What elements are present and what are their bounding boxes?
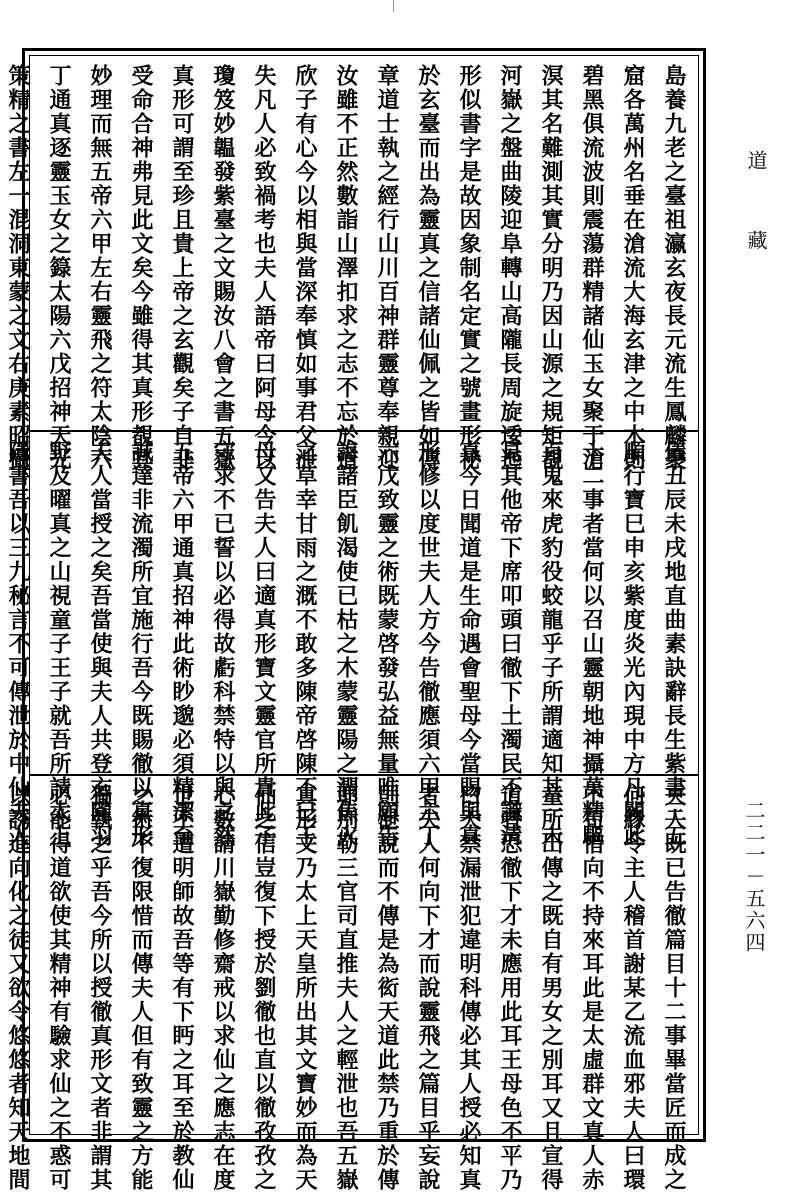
text-column: 曰天禁漏泄犯違明科傳必其人授必知真 [456,784,482,1192]
register-top [5,56,698,472]
text-column: 野及曜真之山視童子王子就吾所請太上 [46,440,72,848]
page-frame-inner [5,55,699,1192]
text-column: 夫人當授之矣吾當使與夫人共登玄隴羽 [87,440,113,848]
text-column: 河嶽之盤曲陵迎阜轉山高隴長周旋逶迤 [497,64,523,472]
text-column: 耶別勒三官司直推夫人之輕泄也吾五嶽 [333,784,359,1192]
text-column: 誨諸臣飢渴使已枯之木蒙靈陽之潤焦火 [333,440,359,848]
text-column: 之術不復限惜而傳夫人但有致靈之方能 [128,784,154,1192]
text-column: 童所出傳之既自有男女之別耳又且宣得 [538,784,564,1192]
text-column: 丁通真逐靈玉女之籙太陽六戊招神天光 [46,64,72,472]
text-column: 順行寶巳申亥紫度炎光內現中方凡闕此 [620,440,646,848]
text-column: 道者恐徹下才未應用此耳王母色不平乃 [497,784,523,1192]
text-column: 妙理而無五帝六甲左右靈飛之符太陰六 [87,64,113,472]
text-column: 真形可謂至珍且貴上帝之玄觀矣子自非 [169,64,195,472]
text-column: 百鬼來虎豹役蛟龍乎子所謂適知其一未 [538,440,564,848]
text-column: 母又告夫人曰適真形寶文靈官所貴此子 [251,440,277,848]
text-column: 以誘進向化之徒又欲令悠悠者知天地間 [5,784,31,1192]
text-column: 真今日聞道是生命遇會聖母今當賜與真 [456,440,482,848]
text-column: 必能得道欲使其精神有驗求仙之不惑可 [46,784,72,1192]
margin-title-2: 藏 [744,230,768,254]
text-column: 心數請川嶽勤修齋戒以求仙之應志在度 [210,784,236,1192]
text-column: 瓊笈妙韞發紫臺之文賜汝八會之書五嶽 [210,64,236,472]
text-column: 十二事者當何以召山靈朝地神攝萬精驅 [579,440,605,848]
text-column: 見其他帝下席叩頭曰徹下土濁民不識清 [497,440,523,848]
text-column: 六戊致靈之術既蒙啓發弘益無量唯願告 [374,440,400,848]
text-column: 島養九老之臺祖瀛玄夜長元流生鳳麟聚 [661,64,687,472]
text-column: 隱書吾以三九秘言不可傳泄於中仙夫人 [5,440,31,848]
text-column: 碧黑俱流波則震蕩群精諸仙玉女聚于滄 [579,64,605,472]
text-column: 不苟惜向不持來耳此是太虛群文真人赤 [579,784,605,1192]
text-column: 則泄說而不傳是為衒天道此禁乃重於傳 [374,784,400,1192]
text-column: 窟各萬州名垂在滄流大海玄津之中木則 [620,64,646,472]
folio-number: 二二一－五六四 [742,800,766,954]
text-columns [5,784,694,1192]
text-columns [5,64,694,472]
text-column: 於玄臺而出為靈真之信諸仙佩之皆如傳 [415,64,441,472]
margin-title-1: 道 [744,150,768,174]
page-frame [5,48,706,1192]
text-column: 夫人既已告徹篇目十二事畢當匠而成之 [661,784,687,1192]
text-column: 章道士執之經行山川百神群靈尊奉親迎 [374,64,400,472]
text-column: 守求不已誓以必得故虧科禁特以與之然 [210,440,236,848]
text-column: 真形文乃太上天皇所出其文寶妙而為天 [292,784,318,1192]
text-column: 之草幸甘雨之溉不敢多陳帝啓陳不已王 [292,440,318,848]
text-columns [5,440,694,848]
text-column: 汝雖不正然數詣山澤扣求之志不忘於道 [333,64,359,472]
text-column: 者夫人何向下才而說靈飛之篇目乎妄說 [415,784,441,1192]
text-column: 溟其名難測其實分明乃因山源之規矩覩 [538,64,564,472]
text-column: 儀丑辰未戌地直曲素訣辭長生紫書三五 [661,440,687,848]
top-registration-mark [393,0,394,12]
text-column: 獨執之乎吾今所以授徹真形文者非謂其 [87,784,113,1192]
text-column: 誠達非流濁所宜施行吾今既賜徹以真形 [128,440,154,848]
text-column: 失凡人必致禍考也夫人語帝曰阿母今以 [251,64,277,472]
text-column: 形似書字是故因象制名定實之號畫形祕 [456,64,482,472]
register-middle [5,430,698,848]
text-column: 策精之書左一混洞東蒙之文右庚素昭攝 [5,64,31,472]
text-column: 形修以度世夫人方今告徹應須六甲六丁 [415,440,441,848]
text-column: 仙之信豈復下授於劉徹也直以徹孜孜之 [251,784,277,1192]
text-column: 何緣令主人稽首謝某乙流血邪夫人曰環 [620,784,646,1192]
text-column: 世不遭明師故吾等有下眄之耳至於教仙 [169,784,195,1192]
register-bottom [5,774,698,1192]
text-column: 受命合神弗見此文矣今雖得其真形覩其 [128,64,154,472]
text-column: 五帝六甲通真招神此術眇邈必須精潔至 [169,440,195,848]
text-column: 欣子有心今以相與當深奉慎如事君父泄 [292,64,318,472]
